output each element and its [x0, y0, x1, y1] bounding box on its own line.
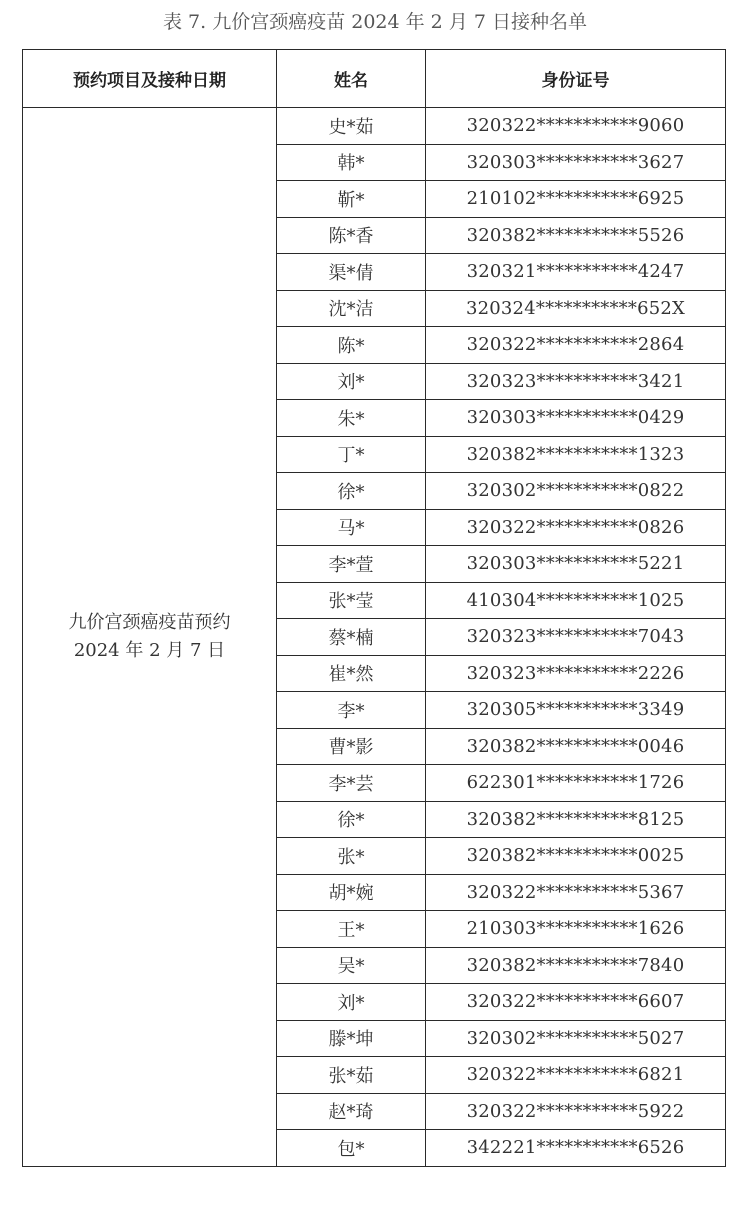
id-number-cell: 320302***********5027	[426, 1020, 726, 1057]
name-cell: 靳*	[277, 181, 426, 218]
id-number-cell: 320321***********4247	[426, 254, 726, 291]
name-cell: 胡*婉	[277, 874, 426, 911]
table-row	[23, 108, 726, 145]
name-cell: 滕*坤	[277, 1020, 426, 1057]
name-cell: 渠*倩	[277, 254, 426, 291]
name-cell: 张*	[277, 838, 426, 875]
id-number-cell: 320322***********9060	[426, 108, 726, 145]
name-cell: 包*	[277, 1130, 426, 1167]
id-number-cell: 210102***********6925	[426, 181, 726, 218]
name-cell: 李*	[277, 692, 426, 729]
id-number-cell: 410304***********1025	[426, 582, 726, 619]
project-date-cell	[23, 108, 277, 1167]
id-number-cell: 320322***********2864	[426, 327, 726, 364]
vaccination-roster-table	[22, 49, 726, 1167]
vaccination-date: 2024 年 2 月 7 日	[73, 639, 226, 661]
header-project-date: 预约项目及接种日期	[23, 50, 277, 108]
table-body	[23, 108, 726, 1167]
name-cell: 徐*	[277, 473, 426, 510]
id-number-cell: 320322***********0826	[426, 509, 726, 546]
id-number-cell: 320322***********6607	[426, 984, 726, 1021]
name-cell: 李*萱	[277, 546, 426, 583]
id-number-cell: 320382***********5526	[426, 217, 726, 254]
name-cell: 陈*香	[277, 217, 426, 254]
name-cell: 曹*影	[277, 728, 426, 765]
id-number-cell: 320303***********0429	[426, 400, 726, 437]
id-number-cell: 320382***********7840	[426, 947, 726, 984]
id-number-cell: 320322***********5922	[426, 1093, 726, 1130]
id-number-cell: 320323***********7043	[426, 619, 726, 656]
header-name: 姓名	[277, 50, 426, 108]
name-cell: 丁*	[277, 436, 426, 473]
name-cell: 崔*然	[277, 655, 426, 692]
name-cell: 马*	[277, 509, 426, 546]
id-number-cell: 320322***********5367	[426, 874, 726, 911]
id-number-cell: 320303***********3627	[426, 144, 726, 181]
id-number-cell: 320302***********0822	[426, 473, 726, 510]
header-row	[23, 50, 726, 108]
name-cell: 沈*洁	[277, 290, 426, 327]
id-number-cell: 320305***********3349	[426, 692, 726, 729]
name-cell: 徐*	[277, 801, 426, 838]
project-name: 九价宫颈癌疫苗预约	[68, 611, 231, 633]
id-number-cell: 342221***********6526	[426, 1130, 726, 1167]
id-number-cell: 320323***********3421	[426, 363, 726, 400]
name-cell: 陈*	[277, 327, 426, 364]
id-number-cell: 320323***********2226	[426, 655, 726, 692]
id-number-cell: 320382***********8125	[426, 801, 726, 838]
name-cell: 张*莹	[277, 582, 426, 619]
id-number-cell: 320382***********1323	[426, 436, 726, 473]
header-id-number: 身份证号	[426, 50, 726, 108]
name-cell: 李*芸	[277, 765, 426, 802]
name-cell: 吴*	[277, 947, 426, 984]
name-cell: 王*	[277, 911, 426, 948]
name-cell: 史*茹	[277, 108, 426, 145]
table-header	[23, 50, 726, 108]
name-cell: 刘*	[277, 984, 426, 1021]
name-cell: 赵*琦	[277, 1093, 426, 1130]
name-cell: 刘*	[277, 363, 426, 400]
id-number-cell: 622301***********1726	[426, 765, 726, 802]
name-cell: 张*茹	[277, 1057, 426, 1094]
name-cell: 朱*	[277, 400, 426, 437]
id-number-cell: 320322***********6821	[426, 1057, 726, 1094]
id-number-cell: 320324***********652X	[426, 290, 726, 327]
name-cell: 蔡*楠	[277, 619, 426, 656]
id-number-cell: 320382***********0025	[426, 838, 726, 875]
id-number-cell: 210303***********1626	[426, 911, 726, 948]
table-caption: 表 7. 九价宫颈癌疫苗 2024 年 2 月 7 日接种名单	[163, 11, 587, 33]
name-cell: 韩*	[277, 144, 426, 181]
id-number-cell: 320382***********0046	[426, 728, 726, 765]
id-number-cell: 320303***********5221	[426, 546, 726, 583]
